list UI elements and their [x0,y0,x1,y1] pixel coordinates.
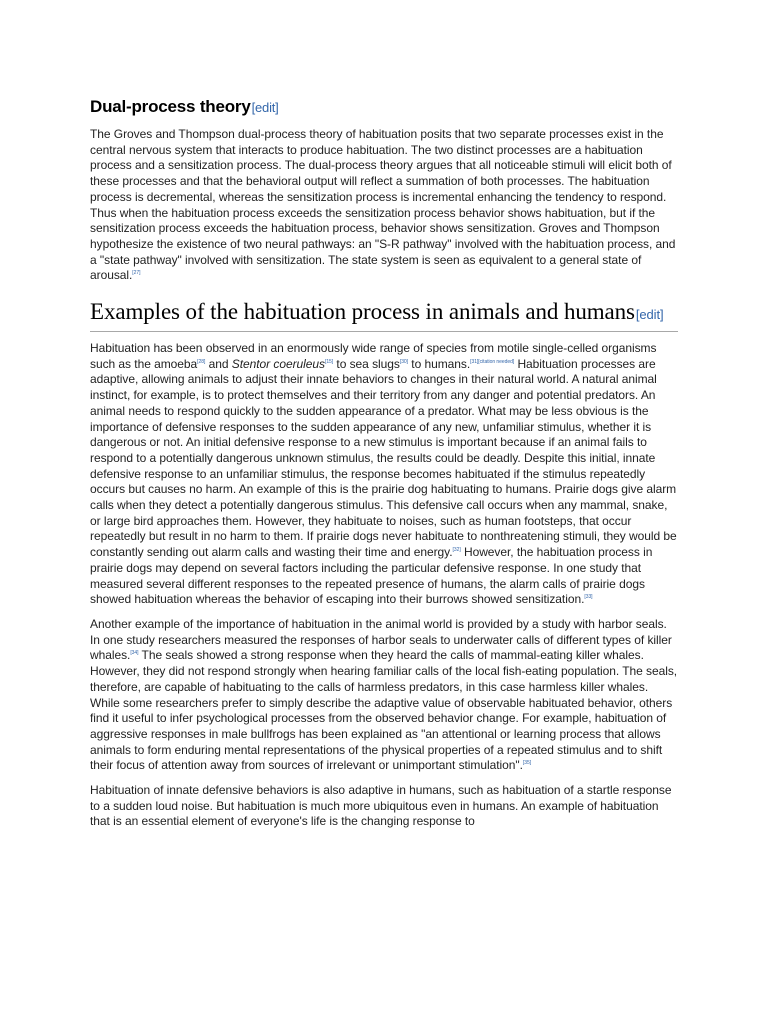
paragraph-text: However, the habituation process in prairie dogs may depend on several factors including the particular defensive response. In one study that measured several different responses to the repeated presence of humans, the alarm calls of prairie dogs showed habituation whereas the behavior of escaping into their burrows showed sensitization. [90,545,653,607]
paragraph [90,341,678,608]
paragraph-text: The Groves and Thompson dual-process theory of habituation posits that two separate processes exist in the central nervous system that interacts to produce habituation. The two distinct processes are a habituation process and a sensitization process. The dual-process theory argues that all noticeable stimuli will elicit both of these processes and that the behavioral output will reflect a summation of both processes. The habituation process is decremental, whereas the sensitization process is incremental enhancing the tendency to respond. Thus when the habituation process exceeds the sensitization process behavior shows habituation, but if the sensitization process exceeds the habituation process, behavior shows sensitization. Groves and Thompson hypothesize the existence of two neural pathways: an "S-R pathway" involved with the habituation process, and a "state pathway" involved with sensitization. The state system is seen as equivalent to a general state of arousal. [90,127,676,283]
paragraph-text: The seals showed a strong response when they heard the calls of mammal-eating killer whales. However, they did not respond strongly when hearing familiar calls of the local fish-eating population. The seals, therefore, are capable of habituating to the calls of harmless predators, in this case harmless killer whales. While some researchers prefer to simply describe the adaptive value of observable habituated behavior, others find it useful to infer psychological processes from the observed behavior change. For example, habituation of aggressive responses in male bullfrogs has been explained as "an attentional or learning process that allows animals to form enduring mental representations of the physical properties of a repeated stimulus and to shift their focus of attention away from sources of irrelevant or unimportant stimulation". [90,648,678,773]
paragraph-text: Another example of the importance of habituation in the animal world is provided by a study with harbor seals. In one study researchers measured the responses of harbor seals to underwater calls of different types of killer whales. [90,616,672,663]
paragraph [90,783,678,830]
citation-link[interactable]: [32] [452,547,461,554]
species-link[interactable]: Stentor coeruleus [231,356,325,371]
paragraph [90,127,678,284]
edit-link[interactable]: [edit] [251,100,279,115]
citation-link[interactable]: [27] [132,270,141,277]
citation-link[interactable]: [35] [522,760,532,767]
paragraph [90,617,678,774]
section-title: Examples of the habituation process in animals and humans [90,299,635,325]
citation-link[interactable]: [34] [130,650,139,657]
section-title: Dual-process theory [90,97,251,116]
paragraph-text: and [205,356,232,371]
paragraph-text: to sea slugs [333,356,400,371]
section-heading-dual-process-theory [90,96,678,119]
article-body [90,96,678,839]
paragraph-text: Habituation of innate defensive behaviors is also adaptive in humans, such as habituation of a startle response to a sudden loud noise. But habituation is much more ubiquitous even in humans. An example of habituation that is an essential element of everyone's life is the changing response to [90,783,672,829]
citation-link[interactable]: [33] [584,594,593,601]
section-heading-examples [90,298,678,332]
edit-link[interactable]: [edit] [635,307,664,323]
paragraph-text: to humans. [408,356,471,371]
citation-link[interactable]: [15] [324,358,334,365]
paragraph-text: Habituation has been observed in an enormously wide range of species from motile single-celled organisms such as the amoeba [90,341,657,371]
citation-link[interactable]: [31][citation needed] [470,358,515,365]
citation-link[interactable]: [30] [399,358,408,365]
citation-link[interactable]: [28] [197,358,206,365]
paragraph-text: Habituation processes are adaptive, allowing animals to adjust their innate behaviors to changes in their natural world. A natural animal instinct, for example, is to protect themselves and their territory from any danger and potential predators. An animal needs to respond quickly to the sudden appearance of a predator. What may be less obvious is the importance of defensive responses to the sudden appearance of any new, unfamiliar stimulus, whether it is dangerous or not. An initial defensive response to a new stimulus is important because if an animal fails to respond to a potentially dangerous unknown stimulus, the results could be deadly. Despite this initial, innate defensive response to an unfamiliar stimulus, the response becomes habituated if the stimulus repeatedly occurs but causes no harm. An example of this is the prairie dog habituating to humans. Prairie dogs give alarm calls when they detect a potentially dangerous stimulus. This defensive call occurs when any mammal, snake, or large bird approaches them. However, they habituate to noises, such as human footsteps, that occur repeatedly but result in no harm to them. If prairie dogs never habituate to nonthreatening stimuli, they would be constantly sending out alarm calls and wasting their time and energy. [90,356,677,560]
